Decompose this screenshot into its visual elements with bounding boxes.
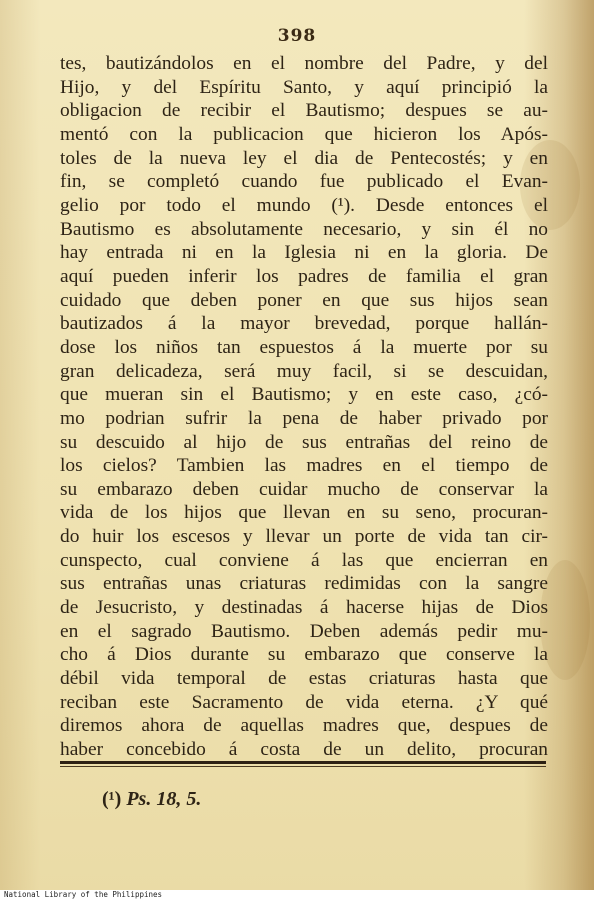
footnote xyxy=(102,788,201,811)
text-line: fin, se completó cuando fue publicado el Evan- xyxy=(60,171,548,193)
text-line: mo podrian sufrir la pena de haber privado por xyxy=(60,407,548,429)
text-line: bautizados á la mayor brevedad, porque hallán- xyxy=(60,313,548,335)
text-line: su descuido al hijo de sus entrañas del reino de xyxy=(60,431,548,453)
text-line: que mueran sin el Bautismo; y en este caso, ¿có- xyxy=(60,384,548,406)
text-line: obligacion de recibir el Bautismo; despues se au- xyxy=(60,100,548,122)
footnote-mark: (¹) xyxy=(102,788,122,810)
text-line: gran delicadeza, será muy facil, si se descuidan, xyxy=(60,360,548,382)
text-line: cunspecto, cual conviene á las que encierran en xyxy=(60,549,548,571)
text-line: aquí pueden inferir los padres de familia el gran xyxy=(60,265,548,287)
text-line: tes, bautizándolos en el nombre del Padre, y del xyxy=(60,53,548,74)
page-number: 398 xyxy=(277,26,317,46)
text-line: vida de los hijos que llevan en su seno, procuran- xyxy=(60,502,548,524)
text-line: los cielos? Tambien las madres en el tiempo de xyxy=(60,455,548,477)
text-line: cho á Dios durante su embarazo que conserve la xyxy=(60,644,548,666)
text-line: débil vida temporal de estas criaturas hasta que xyxy=(60,668,548,690)
text-line: Hijo, y del Espíritu Santo, y aquí principió la xyxy=(60,76,548,98)
text-line: reciban este Sacramento de vida eterna. ¿Y qué xyxy=(60,691,548,713)
text-line: gelio por todo el mundo (¹). Desde entonces el xyxy=(60,194,548,216)
text-line: dose los niños tan espuestos á la muerte por su xyxy=(60,336,548,358)
text-line: mentó con la publicacion que hicieron los Após- xyxy=(60,123,548,145)
footnote-reference: Ps. 18, 5. xyxy=(126,788,202,810)
text-line: do huir los escesos y llevar un porte de vida tan cir- xyxy=(60,526,548,548)
text-line: haber concebido á costa de un delito, procuran xyxy=(60,739,548,761)
footnote-separator-rule xyxy=(60,761,546,767)
text-line: diremos ahora de aquellas madres que, despues de xyxy=(60,715,548,737)
body-text xyxy=(60,52,548,762)
text-line: sus entrañas unas criaturas redimidas con la sangre xyxy=(60,573,548,595)
text-line: cuidado que deben poner en que sus hijos sean xyxy=(60,289,548,311)
text-line: Bautismo es absolutamente necesario, y sin él no xyxy=(60,218,548,240)
text-line: de Jesucristo, y destinadas á hacerse hijas de Dios xyxy=(60,597,548,619)
text-line: toles de la nueva ley el dia de Pentecostés; y en xyxy=(60,147,548,169)
text-line: su embarazo deben cuidar mucho de conservar la xyxy=(60,478,548,500)
library-credit: National Library of the Philippines xyxy=(4,890,163,899)
text-line: hay entrada ni en la Iglesia ni en la gloria. De xyxy=(60,242,548,264)
text-line: en el sagrado Bautismo. Deben además pedir mu- xyxy=(60,620,548,642)
